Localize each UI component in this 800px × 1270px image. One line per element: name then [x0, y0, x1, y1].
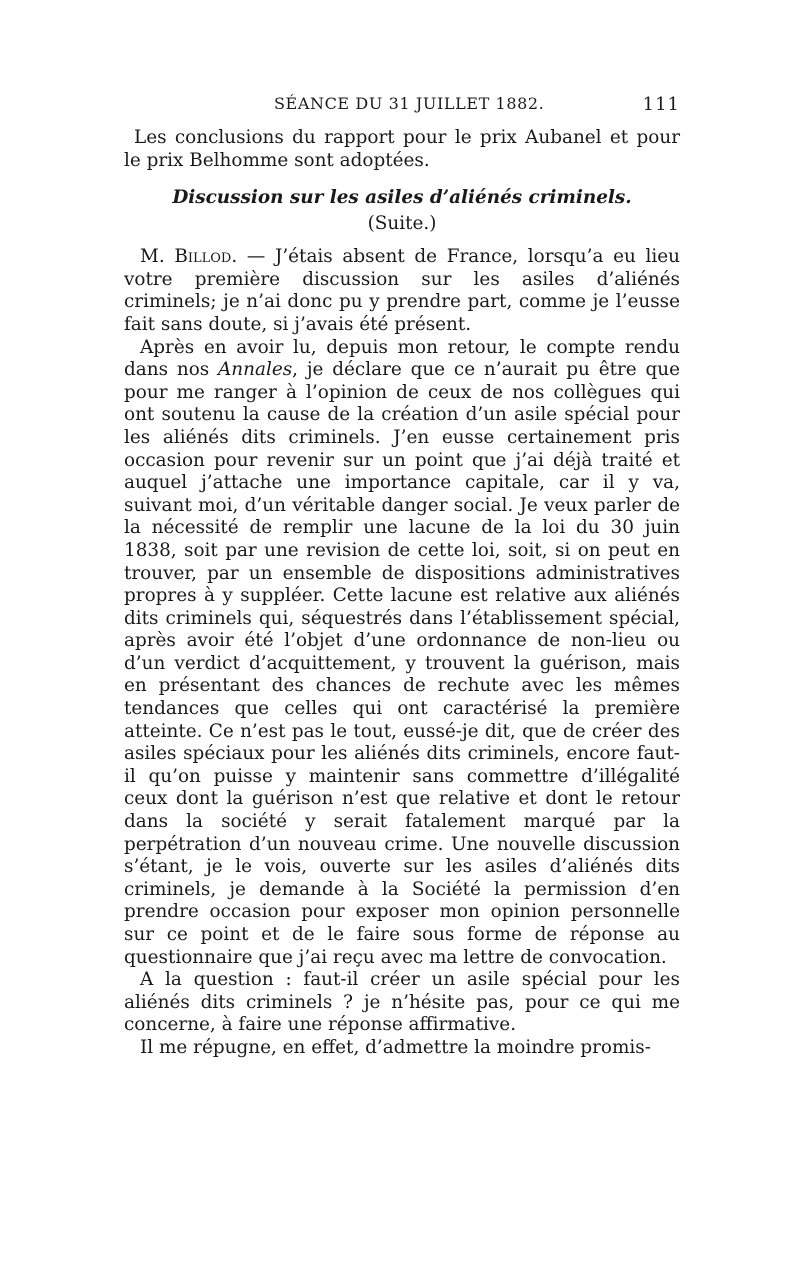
- paragraph-2: [124, 337, 680, 970]
- paragraph-2-before: Après en avoir lu, depuis mon retour, le compte rendu dans nos: [124, 336, 680, 381]
- running-head: [124, 94, 682, 118]
- speaker-text: — J’étais absent de France, lorsqu’a eu lieu votre première discussion sur les asiles d’aliénés criminels; je n’ai donc pu y prendre part, comme je l’eusse fait sans doute, si j’avais été présent.: [124, 246, 680, 335]
- speaker-name: M. Billod.: [140, 246, 238, 268]
- intro-paragraph: Les conclusions du rapport pour le prix Aubanel et pour le prix Belhomme sont adoptées.: [124, 127, 680, 171]
- paragraph-3: A la question : faut-il créer un asile spécial pour les aliénés dits criminels ? je n’hésite pas, pour ce qui me concerne, à faire une réponse affirmative.: [124, 969, 680, 1036]
- journal-title: Annales: [218, 359, 293, 381]
- body-text: [124, 127, 680, 1060]
- speaker-paragraph: [124, 246, 680, 336]
- section-title: Discussion sur les asiles d’aliénés criminels.: [172, 187, 632, 209]
- page-number: 111: [642, 94, 680, 115]
- section-subtitle: (Suite.): [367, 213, 437, 235]
- running-head-title: SÉANCE DU 31 JUILLET 1882.: [274, 94, 545, 113]
- paragraph-4: Il me répugne, en effet, d’admettre la moindre promis-: [140, 1036, 651, 1058]
- paragraph-2-after: , je déclare que ce n’aurait pu être que pour me ranger à l’opinion de ceux de nos collègues qui ont soutenu la cause de la création d’un asile spécial pour les aliénés dits criminels. J’en eusse certainement pris occasion pour revenir sur un point que j’ai déjà traité et auquel j’attache une importance capitale, car il y va, suivant moi, d’un véritable danger social. Je veux parler de la nécessité de remplir une lacune de la loi du 30 juin 1838, soit par une revision de cette loi, soit, si on peut en trouver, par un ensemble de dispositions administratives propres à y suppléer. Cette lacune est relative aux aliénés dits criminels qui, séquestrés dans l’établissement spécial, après avoir été l’objet d’une ordonnance de non-lieu ou d’un verdict d’acquittement, y trouvent la guérison, mais en présentant des chances de rechute avec les mêmes tendances que celles qui ont caractérisé la première atteinte. Ce n’est pas le tout, eussé-je dit, que de créer des asiles spéciaux pour les aliénés dits criminels, encore faut-il qu’on puisse y maintenir sans commettre d’illégalité ceux dont la guérison n’est que relative et dont le retour dans la société y serait fatalement marqué par la perpétration d’un nouveau crime. Une nouvelle discussion s’étant, je le vois, ouverte sur les asiles d’aliénés dits criminels, je demande à la Société la permission d’en prendre occasion pour exposer mon opinion personnelle sur ce point et de le faire sous forme de réponse au questionnaire que j’ai reçu avec ma lettre de convocation.: [124, 359, 680, 968]
